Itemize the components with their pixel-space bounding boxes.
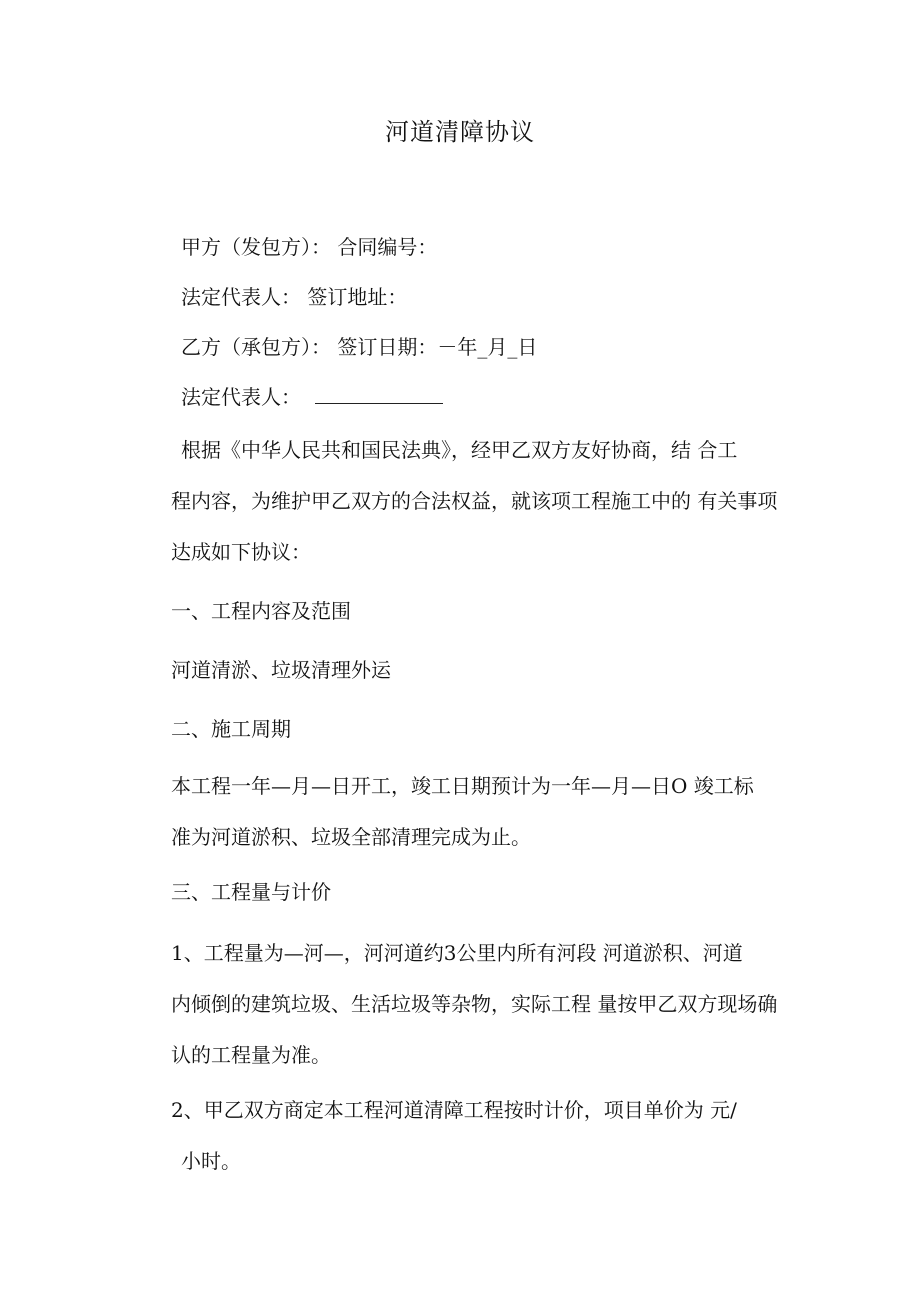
section3-item1: [171, 928, 777, 1081]
section3-item2-cont: [181, 1136, 241, 1187]
legal-rep-b-line: [181, 383, 443, 411]
party-a-line: 甲方（发包方）： 合同编号：: [181, 235, 438, 259]
section3-heading: 三、工程量与计价: [171, 880, 331, 904]
section3-item2: [171, 1085, 737, 1136]
party-b-line: 乙方（承包方）： 签订日期：－年_月_日: [181, 335, 538, 359]
section3-item2-line-2: 小时。: [181, 1149, 241, 1173]
document-title: 河道清障协议: [385, 118, 535, 146]
legal-rep-a-line: 法定代表人： 签订地址：: [181, 285, 408, 309]
section3-item2-line-1: 2、甲乙双方商定本工程河道清障工程按时计价，项目单价为 元/: [171, 1098, 737, 1122]
legal-rep-b-label: 法定代表人：: [181, 385, 301, 409]
intro-paragraph: [181, 425, 737, 476]
intro-line-3: 达成如下协议：: [171, 540, 311, 564]
section2-body-line-1: 本工程一年—月—日开工，竣工日期预计为一年—月—日O 竣工标: [171, 774, 754, 798]
section2-body: [171, 761, 754, 863]
intro-paragraph-cont: [171, 476, 777, 578]
signature-blank-line: [315, 385, 443, 404]
section2-body-line-2: 准为河道淤积、垃圾全部清理完成为止。: [171, 825, 531, 849]
section3-item1-line-2: 内倾倒的建筑垃圾、生活垃圾等杂物，实际工程 量按甲乙双方现场确: [171, 992, 778, 1016]
section1-body: 河道清淤、垃圾清理外运: [171, 658, 391, 682]
section1-heading: 一、工程内容及范围: [171, 599, 351, 623]
section3-item1-line-3: 认的工程量为准。: [171, 1043, 331, 1067]
intro-line-2: 程内容，为维护甲乙双方的合法权益，就该项工程施工中的 有关事项: [171, 489, 778, 513]
section3-item1-line-1: 1、工程量为—河—，河河道约3公里内所有河段 河道淤积、河道: [171, 941, 743, 965]
intro-line-1: 根据《中华人民共和国民法典》，经甲乙双方友好协商，结 合工: [181, 438, 738, 462]
section2-heading: 二、施工周期: [171, 717, 291, 741]
